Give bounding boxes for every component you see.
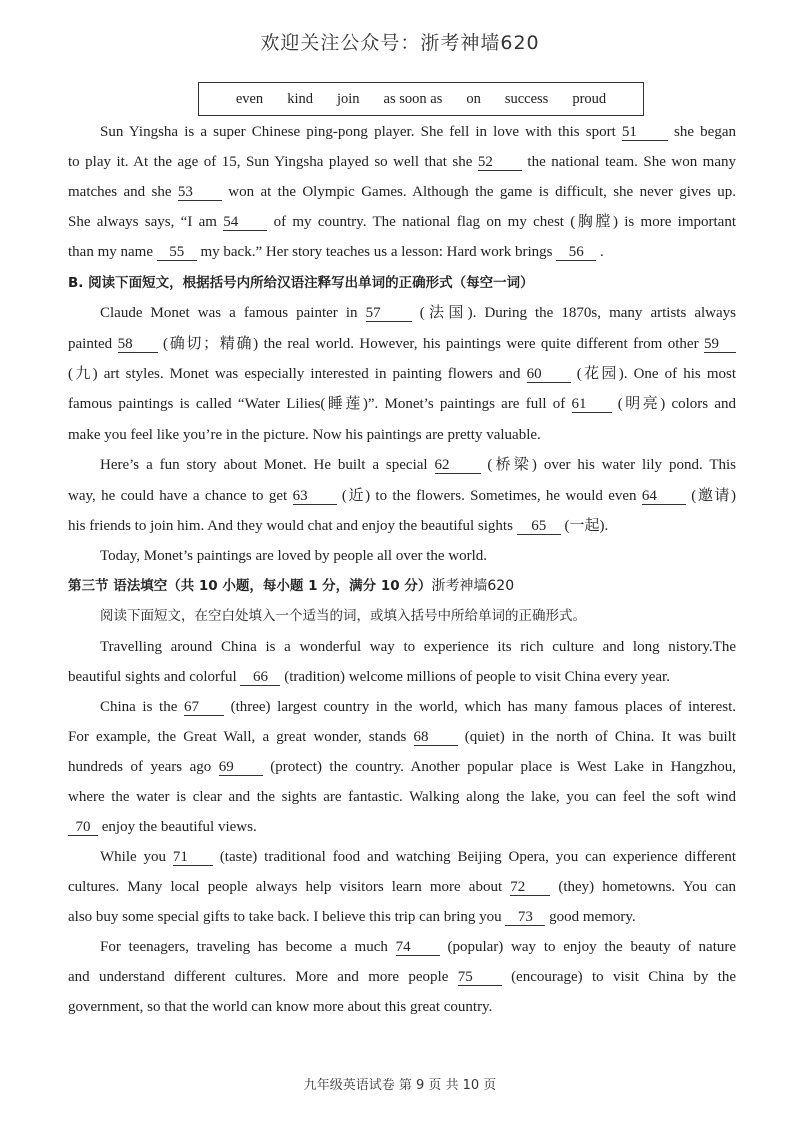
- passage-c-line: where the water is clear and the sights are fantastic. Walking along the lake, you can feel the soft wind: [68, 789, 736, 805]
- word-bank-item: kind: [287, 90, 313, 107]
- blank-60[interactable]: 60: [527, 366, 571, 383]
- blank-70[interactable]: 70: [68, 819, 98, 836]
- blank-54[interactable]: 54: [223, 214, 267, 231]
- word-bank: [198, 82, 644, 116]
- blank-52[interactable]: 52: [478, 154, 522, 171]
- blank-63[interactable]: 63: [293, 488, 337, 505]
- word-bank-item: as soon as: [383, 90, 443, 107]
- passage-b-line: make you feel like you’re in the picture. Now his paintings are pretty valuable.: [68, 427, 541, 443]
- blank-61[interactable]: 61: [572, 396, 612, 413]
- blank-65[interactable]: 65: [517, 518, 561, 535]
- passage-a-line: Sun Yingsha is a super Chinese ping-pong player. She fell in love with this sport 51 she began: [100, 124, 736, 140]
- passage-c-line: 70 enjoy the beautiful views.: [68, 817, 736, 837]
- passage-c-line: Travelling around China is a wonderful way to experience its rich culture and long nistory.The: [100, 639, 736, 655]
- blank-75[interactable]: 75: [458, 969, 502, 986]
- word-bank-item: proud: [572, 90, 607, 107]
- page-header-watermark: 欢迎关注公众号：浙考神墙620: [260, 32, 540, 54]
- blank-71[interactable]: 71: [173, 849, 213, 866]
- blank-55[interactable]: 55: [157, 244, 197, 261]
- blank-59[interactable]: 59: [704, 336, 736, 353]
- passage-b-line: his friends to join him. And they would chat and enjoy the beautiful sights 65 (一起).: [68, 518, 609, 534]
- passage-b-line: Here’s a fun story about Monet. He built a special 62 (桥梁) over his water lily pond. This: [100, 457, 737, 473]
- passage-c-line: and understand different cultures. More and more people 75 (encourage) to visit China by the: [68, 969, 737, 985]
- blank-67[interactable]: 67: [184, 699, 224, 716]
- passage-a-line: matches and she 53 won at the Olympic Games. Although the game is difficult, she never gives up.: [68, 184, 737, 200]
- section-b-heading: B. 阅读下面短文，根据括号内所给汉语注释写出单词的正确形式（每空一词）: [68, 275, 534, 291]
- passage-c-line: While you 71 (taste) traditional food and watching Beijing Opera, you can experience different: [100, 849, 737, 865]
- blank-53[interactable]: 53: [178, 184, 222, 201]
- passage-b-line: painted 58 (确切；精确) the real world. However, his paintings were quite different from other 59: [68, 334, 736, 354]
- word-bank-item: join: [336, 90, 360, 107]
- passage-c-line: For teenagers, traveling has become a much 74 (popular) way to enjoy the beauty of nature: [100, 939, 737, 955]
- page-footer: 九年级英语试卷 第 9 页 共 10 页: [303, 1078, 497, 1093]
- blank-51[interactable]: 51: [622, 124, 668, 141]
- word-bank-item: on: [466, 90, 481, 107]
- blank-58[interactable]: 58: [118, 336, 158, 353]
- blank-68[interactable]: 68: [414, 729, 458, 746]
- blank-72[interactable]: 72: [510, 879, 550, 896]
- passage-b-line: famous paintings is called “Water Lilies(睡莲)”. Monet’s paintings are full of 61 (明亮) colors and: [68, 396, 737, 412]
- passage-b-line: way, he could have a chance to get 63 (近) to the flowers. Sometimes, he would even 64 (邀请): [68, 488, 737, 504]
- passage-c-line: also buy some special gifts to take back. I believe this trip can bring you 73 good memory.: [68, 909, 636, 925]
- blank-56[interactable]: 56: [556, 244, 596, 261]
- passage-c-line: beautiful sights and colorful 66 (tradition) welcome millions of people to visit China every year.: [68, 669, 670, 685]
- passage-a-line: She always says, “I am 54 of my country. The national flag on my chest (胸膛) is more important: [68, 214, 737, 230]
- word-bank-item: even: [235, 90, 264, 107]
- blank-62[interactable]: 62: [435, 457, 481, 474]
- blank-69[interactable]: 69: [219, 759, 263, 776]
- blank-57[interactable]: 57: [366, 305, 412, 322]
- blank-74[interactable]: 74: [396, 939, 440, 956]
- section-3-heading: 第三节 语法填空（共 10 小题，每小题 1 分，满分 10 分）浙考神墙620: [68, 578, 515, 594]
- blank-66[interactable]: 66: [240, 669, 280, 686]
- passage-c-line: China is the 67 (three) largest country in the world, which has many famous places of interest.: [100, 699, 737, 715]
- passage-c-line: government, so that the world can know more about this great country.: [68, 999, 493, 1015]
- blank-64[interactable]: 64: [642, 488, 686, 505]
- passage-c-line: hundreds of years ago 69 (protect) the country. Another popular place is West Lake in Hangzhou,: [68, 759, 737, 775]
- passage-b-line: Claude Monet was a famous painter in 57 (法国). During the 1870s, many artists always: [100, 305, 737, 321]
- word-bank-item: success: [504, 90, 549, 107]
- section-3-instruction: 阅读下面短文，在空白处填入一个适当的词，或填入括号中所给单词的正确形式。: [100, 608, 586, 624]
- blank-73[interactable]: 73: [505, 909, 545, 926]
- passage-a-line: to play it. At the age of 15, Sun Yingsha played so well that she 52 the national team. She won many: [68, 154, 737, 170]
- passage-b-line: (九) art styles. Monet was especially interested in painting flowers and 60 (花园). One of his most: [68, 366, 737, 382]
- passage-b-line: Today, Monet’s paintings are loved by people all over the world.: [100, 548, 488, 564]
- passage-c-line: cultures. Many local people always help visitors learn more about 72 (they) hometowns. You can: [68, 879, 736, 895]
- passage-c-line: For example, the Great Wall, a great wonder, stands 68 (quiet) in the north of China. It was built: [68, 729, 737, 745]
- passage-a-line: than my name 55 my back.” Her story teaches us a lesson: Hard work brings 56 .: [68, 244, 604, 260]
